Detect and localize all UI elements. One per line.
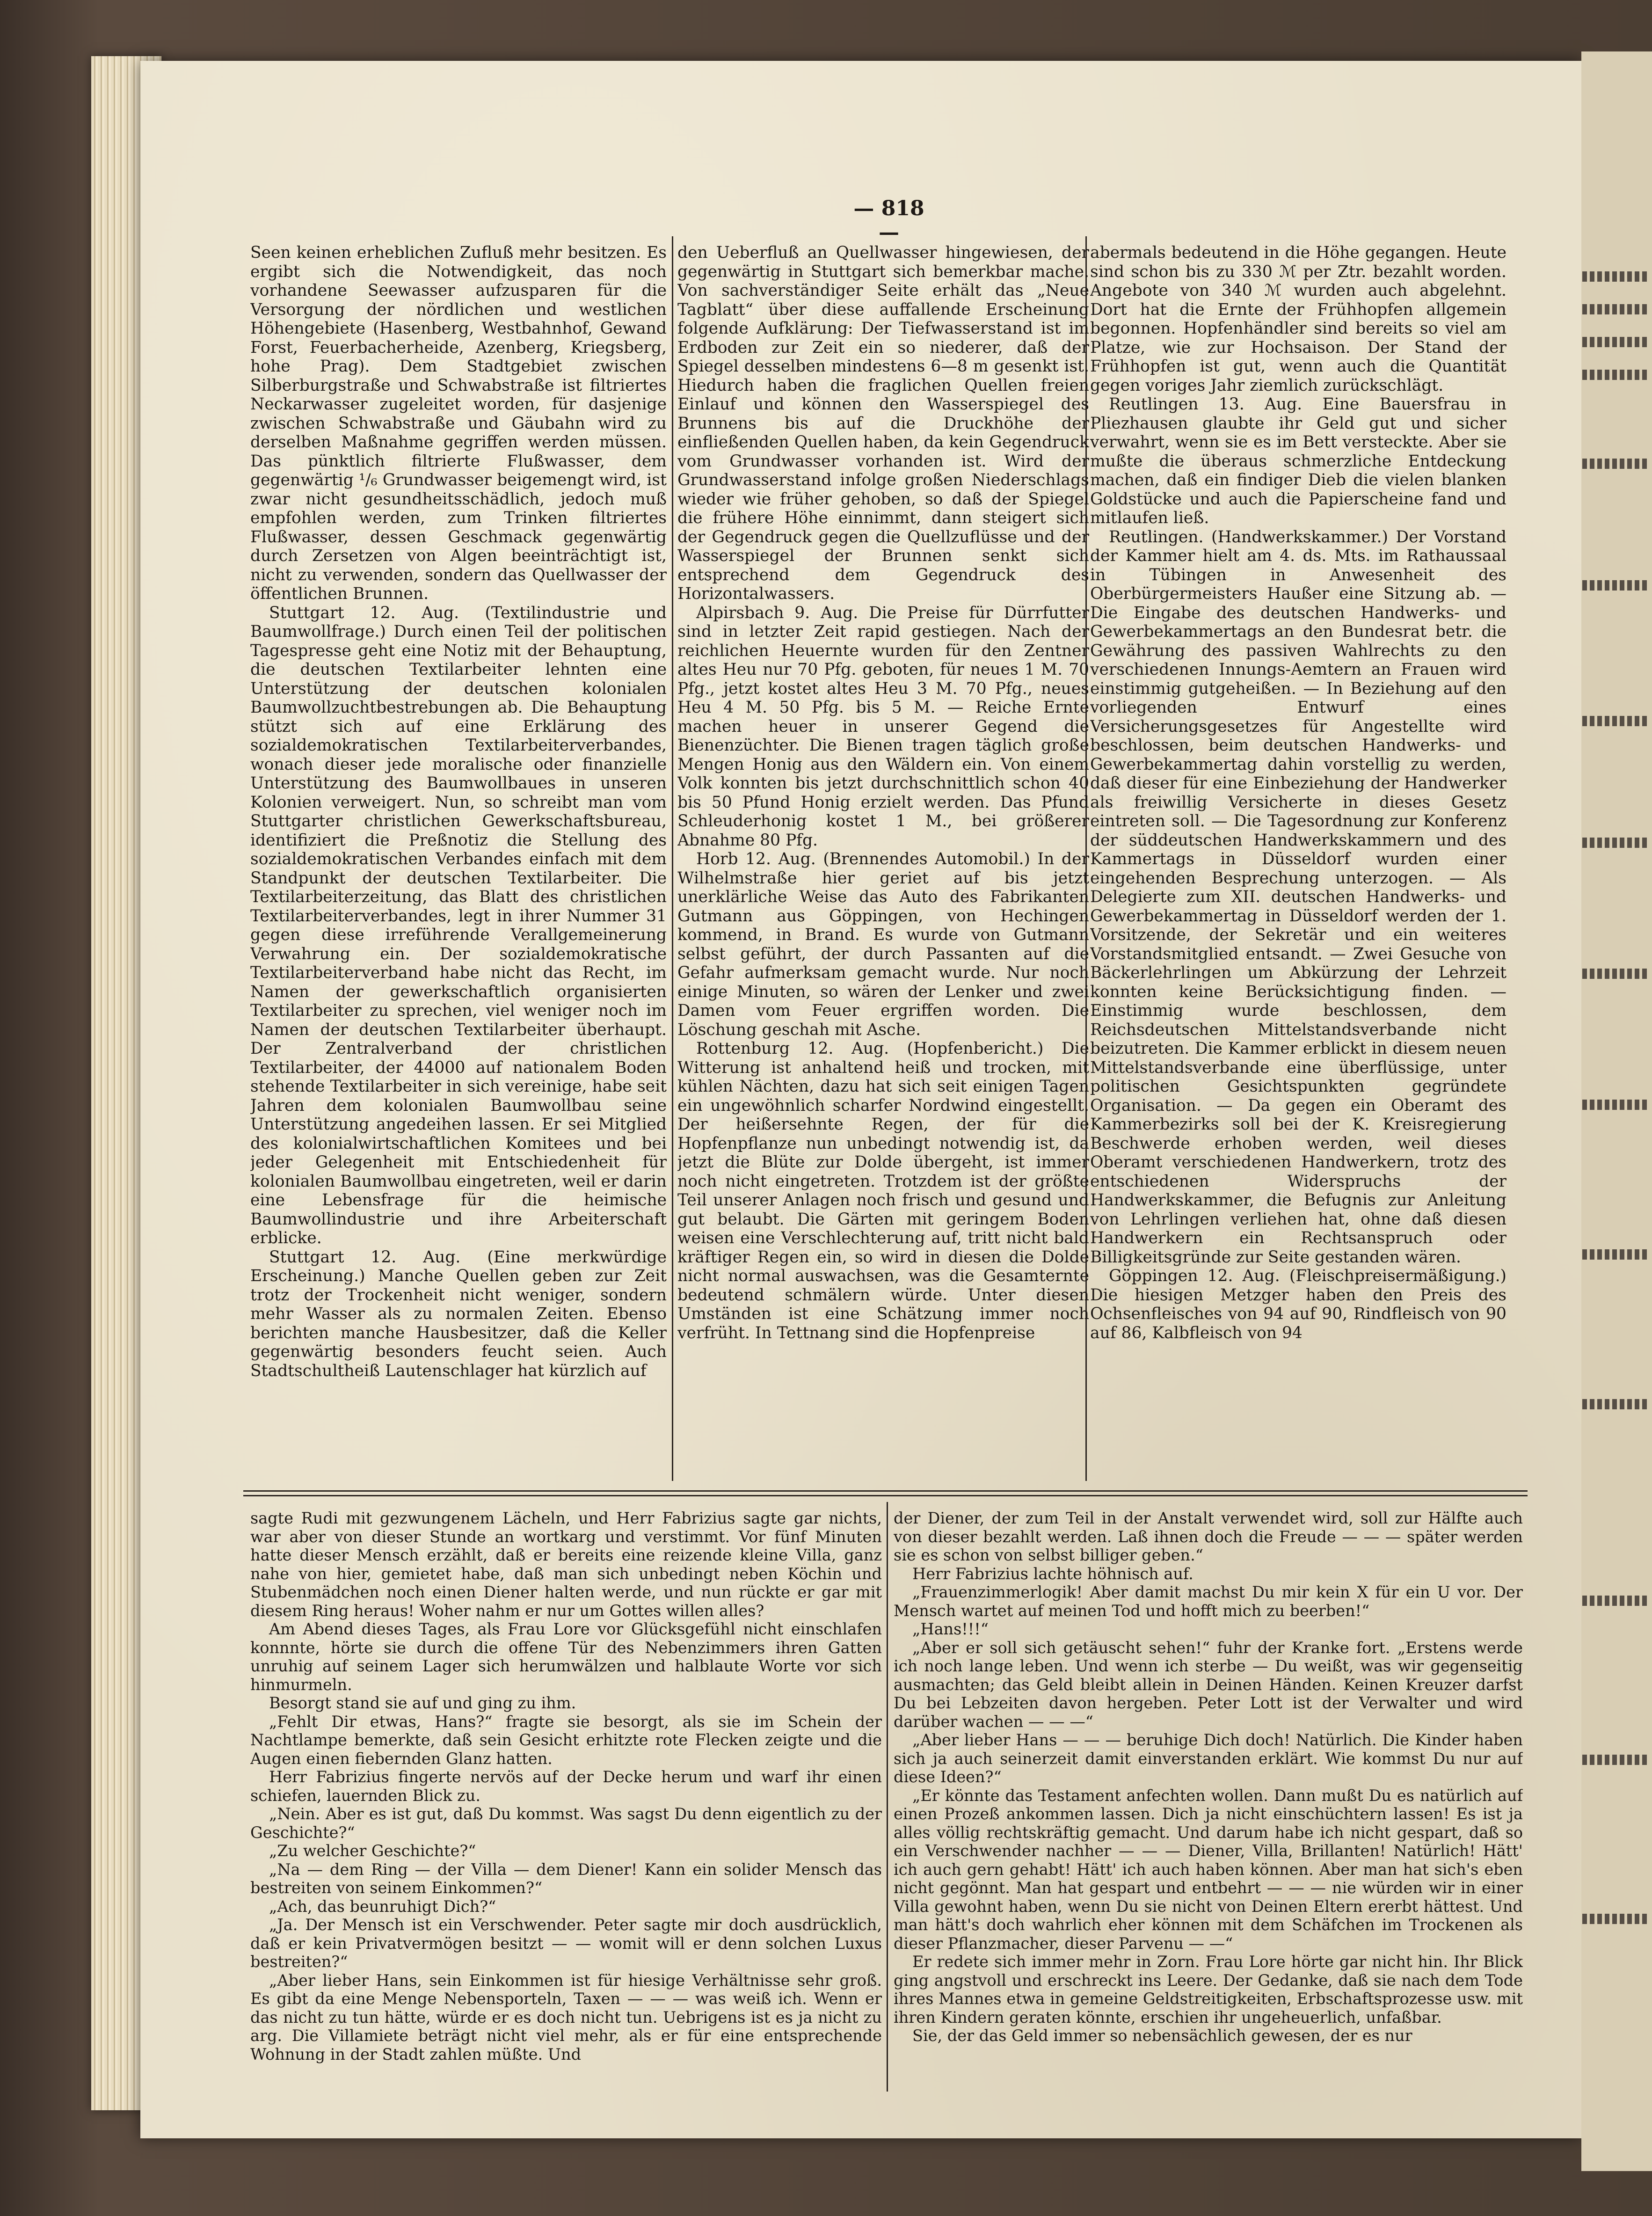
feuilleton-divider-top: [243, 1490, 1528, 1492]
story-paragraph: „Na — dem Ring — der Villa — dem Diener! Kann ein solider Mensch das bestreiten von seinem Einkommen?“: [250, 1860, 882, 1897]
story-paragraph: „Aber er soll sich getäuscht sehen!“ fuhr der Kranke fort. „Erstens werde ich noch lange leben. Und wenn ich sterbe — Du weißt, was wir gegenseitig ausmachten; das Geld bleibt allein in Deinen Händen. Keinen Kreuzer darfst Du bei Lebzeiten davon hergeben. Peter Lott ist der Verwalter und wird darüber wachen — — —“: [894, 1638, 1523, 1731]
story-paragraph: „Ja. Der Mensch ist ein Verschwender. Peter sagte mir doch ausdrücklich, daß er kein Privatvermögen besitzt — — womit will er denn solchen Luxus bestreiten?“: [250, 1916, 882, 1971]
article-column-2: [677, 243, 1089, 1479]
adjacent-text-fragment: [1582, 1914, 1648, 1924]
adjacent-text-fragment: [1582, 370, 1648, 380]
adjacent-text-fragment: [1582, 969, 1648, 979]
article-reutlingen-chamber: Reutlingen. (Handwerkskammer.) Der Vorstand der Kammer hielt am 4. ds. Mts. im Rathaussaal in Tübingen in Anwesenheit des Oberbürgermeisters Haußer eine Sitzung ab. — Die Eingabe des deutschen Handwerks- und Gewerbekammertags an den Bundesrat betr. die Gewährung des passiven Wahlrechts zu den verschiedenen Innungs-Aemtern an Frauen wird einstimmig gutgeheißen. — In Beziehung auf den vorliegenden Entwurf eines Versicherungsgesetzes für Angestellte wird beschlossen, beim deutschen Handwerks- und Gewerbekammertag dahin vorstellig zu werden, daß dieser für eine Einbeziehung der Handwerker als freiwillig Versicherte in dieses Gesetz eintreten soll. — Die Tagesordnung zur Konferenz der süddeutschen Handwerkskammern und des Kammertags in Düsseldorf wurden einer eingehenden Besprechung unterzogen. — Als Delegierte zum XII. deutschen Handwerks- und Gewerbekammertag in Düsseldorf werden der 1. Vorsitzende, der Sekretär und ein weiteres Vorstandsmitglied entsandt. — Zwei Gesuche von Bäckerlehrlingen um Abkürzung der Lehrzeit konnten keine Berücksichtigung finden. — Einstimmig wurde beschlossen, dem Reichsdeutschen Mittelstandsverbande nicht beizutreten. Die Kammer erblickt in diesem neuen Mittelstandsverbande eine überflüssige, unter politischen Gesichtspunkten gegründete Organisation. — Da gegen ein Oberamt des Kammerbezirks soll bei der K. Kreisregierung Beschwerde erhoben werden, weil dieses Oberamt verschiedenen Handwerkern, trotz des entschiedenen Widerspruchs der Handwerkskammer, die Befugnis zur Anleitung von Lehrlingen verliehen hat, ohne daß diesen Handwerkern ein Rechtsanspruch oder Billigkeitsgründe zur Seite gestanden wären.: [1090, 527, 1506, 1267]
story-paragraph: Am Abend dieses Tages, als Frau Lore vor Glücksgefühl nicht einschlafen konnnte, hörte sie durch die offene Tür des Nebenzimmers ihren Gatten unruhig auf seinem Lager sich herumwälzen und halblaute Worte vor sich hinmurmeln.: [250, 1620, 882, 1694]
column-rule: [672, 236, 673, 1481]
article-goeppingen-meat: Göppingen 12. Aug. (Fleischpreisermäßigung.) Die hiesigen Metzger haben den Preis des Ochsenfleisches von 94 auf 90, Rindfleisch von 90 auf 86, Kalbfleisch von 94: [1090, 1267, 1506, 1342]
article-rottenburg-hops: Rottenburg 12. Aug. (Hopfenbericht.) Die Witterung ist anhaltend heiß und trocken, mit kühlen Nächten, dazu hat sich seit einigen Tagen ein ungewöhnlich scharfer Nordwind eingestellt. Der heißersehnte Regen, der für die Hopfenpflanze nun unbedingt notwendig ist, da jetzt die Blüte zur Dolde übergeht, ist immer noch nicht eingetreten. Trotzdem ist der größte Teil unserer Anlagen noch frisch und gesund und gut belaubt. Die Gärten mit geringem Boden weisen eine Verschlechterung auf, tritt nicht bald kräftiger Regen ein, so wird in diesen die Dolde nicht normal auswachsen, was die Gesamternte bedeutend schmälern würde. Unter diesen Umständen ist eine Schätzung immer noch verfrüht. In Tettnang sind die Hopfenpreise: [677, 1039, 1089, 1342]
feuilleton-column-right: [894, 1509, 1523, 2089]
article-paragraph: den Ueberfluß an Quellwasser hingewiesen, der gegenwärtig in Stuttgart sich bemerkbar mache. Von sachverständiger Seite erhält das „Neue Tagblatt“ über diese auffallende Erscheinung folgende Aufklärung: Der Tiefwasserstand ist im Erdboden zur Zeit ein so niederer, daß der Spiegel desselben mindestens 6—8 m gesenkt ist. Hiedurch haben die fraglichen Quellen freien Einlauf und können den Wasserspiegel des Brunnens bis auf die Druckhöhe der einfließenden Quellen haben, da kein Gegendruck vom Grundwasser vorhanden ist. Wird der Grundwasserstand infolge großen Niederschlags wieder wie früher gehoben, so daß der Spiegel die frühere Höhe einnimmt, dann steigert sich der Gegendruck gegen die Quellzuflüsse und der Wasserspiegel der Brunnen senkt sich entsprechend dem Gegendruck des Horizontalwassers.: [677, 243, 1089, 603]
feuilleton-column-left: [250, 1509, 882, 2089]
article-column-3: [1090, 243, 1506, 1479]
story-paragraph: Besorgt stand sie auf und ging zu ihm.: [269, 1694, 576, 1712]
adjacent-text-fragment: [1582, 304, 1648, 314]
adjacent-text-fragment: [1582, 1596, 1648, 1606]
article-paragraph: abermals bedeutend in die Höhe gegangen. Heute sind schon bis zu 330 ℳ per Ztr. bezahlt worden. Angebote von 340 ℳ wurden auch abgelehnt. Dort hat die Ernte der Frühhopfen allgemein begonnen. Hopfenhändler sind bereits so viel am Platze, wie zur Hochsaison. Der Stand der Frühhopfen ist gut, wenn auch die Quantität gegen voriges Jahr ziemlich zurückschlägt.: [1090, 243, 1506, 395]
story-paragraph: „Hans!!!“: [912, 1620, 989, 1638]
story-paragraph: Er redete sich immer mehr in Zorn. Frau Lore hörte gar nicht hin. Ihr Blick ging angstvoll und erschreckt ins Leere. Der Gedanke, daß sie nach dem Tode ihres Mannes etwa in gemeine Geldstreitigkeiten, Erbschaftsprozesse usw. mit ihren Kindern geraten könnte, erschien ihr ungeheuerlich, unfaßbar.: [894, 1953, 1523, 2026]
story-paragraph: Herr Fabrizius lachte höhnisch auf.: [912, 1564, 1194, 1583]
column-rule: [887, 1502, 888, 2092]
article-column-1: [250, 243, 667, 1479]
article-horb-automobile: Horb 12. Aug. (Brennendes Automobil.) In der Wilhelmstraße hier geriet auf bis jetzt unerklärliche Weise das Auto des Fabrikanten Gutmann aus Göppingen, von Hechingen kommend, in Brand. Es wurde von Gutmann selbst geführt, der durch Passanten auf die Gefahr aufmerksam gemacht wurde. Nur noch einige Minuten, so wären der Lenker und zwei Damen vom Feuer ergriffen worden. Die Löschung geschah mit Asche.: [677, 850, 1089, 1039]
story-paragraph: „Fehlt Dir etwas, Hans?“ fragte sie besorgt, als sie im Schein der Nachtlampe bemerkte, daß sein Gesicht erhitzte rote Flecken zeigte und die Augen einen fiebernden Glanz hatten.: [250, 1712, 882, 1768]
adjacent-text-fragment: [1582, 716, 1648, 726]
adjacent-text-fragment: [1582, 337, 1648, 347]
story-paragraph: der Diener, der zum Teil in der Anstalt verwendet wird, soll zur Hälfte auch von dieser bezahlt werden. Laß ihnen doch die Freude — — — später werden sie es schon von selbst billiger geben.“: [894, 1509, 1523, 1564]
page-number: — 818 —: [853, 197, 924, 244]
adjacent-page-strip: [1581, 51, 1652, 2171]
article-reutlingen-theft: Reutlingen 13. Aug. Eine Bauersfrau in Pliezhausen glaubte ihr Geld gut und sicher verwahrt, wenn sie es im Bett versteckte. Aber sie mußte die überaus schmerzliche Entdeckung machen, daß ein findiger Dieb die vielen blanken Goldstücke und auch die Papierscheine fand und mitlaufen ließ.: [1090, 395, 1506, 527]
article-alpirsbach: Alpirsbach 9. Aug. Die Preise für Dürrfutter sind in letzter Zeit rapid gestiegen. Nach der reichlichen Heuernte wurden für den Zentner altes Heu nur 70 Pfg. geboten, für neues 1 M. 70 Pfg., jetzt kostet altes Heu 3 M. 70 Pfg., neues Heu 4 M. 50 Pfg. bis 5 M. — Reiche Ernte machen heuer in unserer Gegend die Bienenzüchter. Die Bienen tragen täglich große Mengen Honig aus den Wäldern ein. Von einem Volk konnten bis jetzt durchschnittlich schon 40 bis 50 Pfund Honig erzielt werden. Das Pfund Schleuderhonig kostet 1 M., bei größerer Abnahme 80 Pfg.: [677, 603, 1089, 850]
adjacent-text-fragment: [1582, 459, 1648, 469]
story-paragraph: „Nein. Aber es ist gut, daß Du kommst. Was sagst Du denn eigentlich zu der Geschichte?“: [250, 1805, 882, 1842]
adjacent-text-fragment: [1582, 838, 1648, 848]
adjacent-text-fragment: [1582, 1249, 1648, 1260]
story-paragraph: sagte Rudi mit gezwungenem Lächeln, und Herr Fabrizius sagte gar nichts, war aber von dieser Stunde an wortkarg und verstimmt. Vor fünf Minuten hatte dieser Mensch erzählt, daß er bereits eine reizende kleine Villa, ganz nahe von hier, gemietet habe, daß man sich unbedingt neben Köchin und Stubenmädchen noch einen Diener halten werde, und nun rückte er gar mit diesem Ring heraus! Woher nahm er nur um Gottes willen alles?: [250, 1509, 882, 1620]
adjacent-text-fragment: [1582, 1755, 1648, 1765]
story-paragraph: „Ach, das beunruhigt Dich?“: [269, 1897, 496, 1916]
adjacent-text-fragment: [1582, 580, 1648, 590]
adjacent-text-fragment: [1582, 271, 1648, 282]
story-paragraph: „Frauenzimmerlogik! Aber damit machst Du mir kein X für ein U vor. Der Mensch wartet auf meinen Tod und hofft mich zu beerben!“: [894, 1583, 1523, 1620]
feuilleton-divider-bottom: [243, 1495, 1528, 1496]
story-paragraph: „Zu welcher Geschichte?“: [269, 1842, 476, 1860]
article-strange-phenomenon: Stuttgart 12. Aug. (Eine merkwürdige Erscheinung.) Manche Quellen geben zur Zeit trotz der Trockenheit nicht weniger, sondern mehr Wasser als zu normalen Zeiten. Ebenso berichten manche Hausbesitzer, daß die Keller gegenwärtig besonders feucht seien. Auch Stadtschultheiß Lautenschlager hat kürzlich auf: [250, 1247, 667, 1380]
story-paragraph: „Er könnte das Testament anfechten wollen. Dann mußt Du es natürlich auf einen Prozeß ankommen lassen. Dich ja nicht einschüchtern lassen! Es ist ja alles völlig rechtskräftig gemacht. Und darum habe ich nicht gespart, daß so ein Verschwender nachher — — — Diener, Villa, Brillanten! Natürlich! Hätt' ich auch gern gehabt! Hätt' ich auch haben können. Aber man hat sich's eben nicht gegönnt. Man hat gespart und entbehrt — — — nie würden wir in einer Villa gewohnt haben, wenn Du sie nicht von Deinen Eltern ererbt hättest. Und man hätt's doch wahrlich eher können mit dem Schäfchen im Trockenen als dieser Pflanzmacher, dieser Parvenu — —“: [894, 1786, 1523, 1953]
adjacent-text-fragment: [1582, 1399, 1648, 1409]
story-paragraph: Herr Fabrizius fingerte nervös auf der Decke herum und warf ihr einen schiefen, lauernden Blick zu.: [250, 1768, 882, 1805]
article-paragraph: Seen keinen erheblichen Zufluß mehr besitzen. Es ergibt sich die Notwendigkeit, das noch vorhandene Seewasser aufzusparen für die Versorgung der nördlichen und westlichen Höhengebiete (Hasenberg, Westbahnhof, Gewand Forst, Feuerbacherheide, Azenberg, Kriegsberg, hohe Prag). Dem Stadtgebiet zwischen Silberburgstraße und Schwabstraße ist filtriertes Neckarwasser zugeleitet worden, für dasjenige zwischen Schwabstraße und Gäubahn wird zu derselben Maßnahme gegriffen werden müssen. Das pünktlich filtrierte Flußwasser, dem gegenwärtig ¹/₆ Grundwasser beigemengt wird, ist zwar nicht gesundheitsschädlich, jedoch muß empfohlen werden, zum Trinken filtriertes Flußwasser, dessen Geschmack gegenwärtig durch Zersetzen von Algen beeinträchtigt ist, nicht zu verwenden, sondern das Quellwasser der öffentlichen Brunnen.: [250, 243, 667, 603]
story-paragraph: „Aber lieber Hans, sein Einkommen ist für hiesige Verhältnisse sehr groß. Es gibt da eine Menge Nebensporteln, Taxen — — — was weiß ich. Wenn er das nicht zu tun hätte, würde er es doch nicht tun. Uebrigens ist es ja nicht zu arg. Die Villamiete beträgt nicht viel mehr, als er für eine entsprechende Wohnung in der Stadt zahlen müßte. Und: [250, 1971, 882, 2063]
adjacent-text-fragment: [1582, 1100, 1648, 1110]
story-paragraph: „Aber lieber Hans — — — beruhige Dich doch! Natürlich. Die Kinder haben sich ja auch seinerzeit damit einverstanden erklärt. Wie kommst Du nur auf diese Ideen?“: [894, 1731, 1523, 1786]
story-paragraph: Sie, der das Geld immer so nebensächlich gewesen, der es nur: [912, 2026, 1412, 2045]
article-textile-industry: Stuttgart 12. Aug. (Textilindustrie und Baumwollfrage.) Durch einen Teil der politischen Tagespresse geht eine Notiz mit der Behauptung, die deutschen Textilarbeiter lehnten eine Unterstützung der deutschen kolonialen Baumwollzuchtbestrebungen ab. Die Behauptung stützt sich auf eine Erklärung des sozialdemokratischen Textilarbeiterverbandes, wonach dieser jede moralische oder finanzielle Unterstützung des Baumwollbaues in unseren Kolonien verweigert. Nun, so schreibt man vom Stuttgarter christlichen Gewerkschaftsbureau, identifiziert die Preßnotiz die Stellung des sozialdemokratischen Verbandes einfach mit dem Standpunkt der deutschen Textilarbeiter. Die Textilarbeiterzeitung, das Blatt des christlichen Textilarbeiterverbandes, legt in ihrer Nummer 31 gegen diese irreführende Verallgemeinerung Verwahrung ein. Der sozialdemokratische Textilarbeiterverband habe nicht das Recht, im Namen der gewerkschaftlich organisierten Textilarbeiter zu sprechen, viel weniger noch im Namen der deutschen Textilarbeiter überhaupt. Der Zentralverband der christlichen Textilarbeiter, der 44000 auf nationalem Boden stehende Textilarbeiter in sich vereinige, habe seit Jahren dem kolonialen Baumwollbau seine Unterstützung angedeihen lassen. Er sei Mitglied des kolonialwirtschaftlichen Komitees und bei jeder Gelegenheit mit Entschiedenheit für kolonialen Baumwollbau eingetreten, weil er darin eine Lebensfrage für die heimische Baumwollindustrie und ihre Arbeiterschaft erblicke.: [250, 603, 667, 1247]
